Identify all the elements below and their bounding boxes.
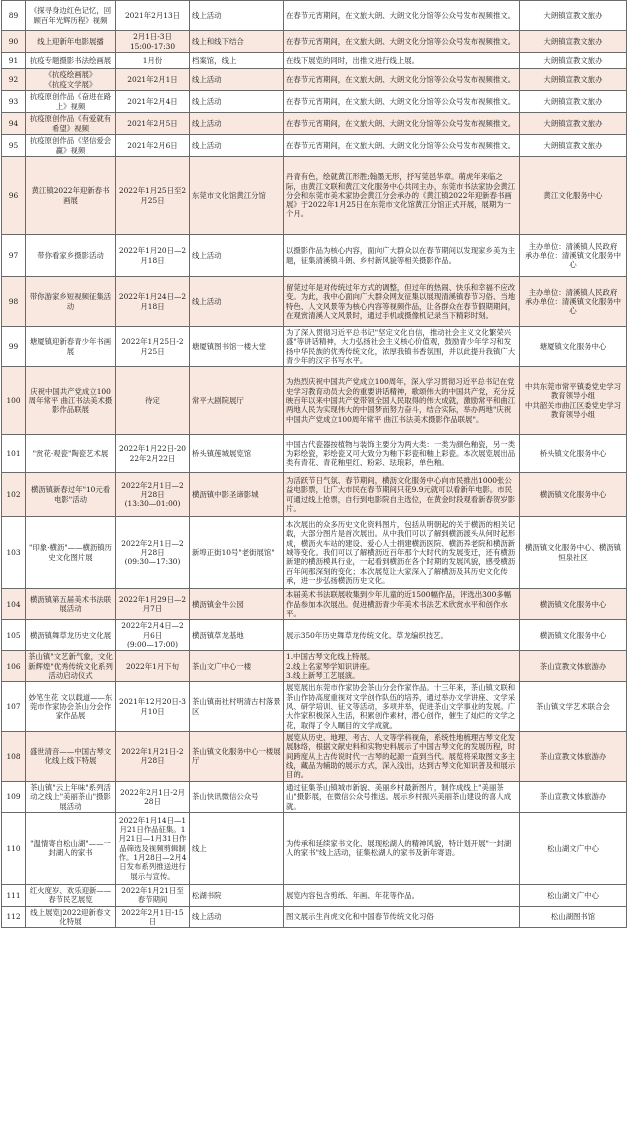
activity-title: 茶山镇"文艺新气象，文化新辉煌"优秀传统文化系列活动启动仪式 (26, 651, 116, 682)
activity-content: 图文展示生肖虎文化和中国春节传统文化习俗 (284, 906, 520, 928)
activity-content: 以摄影作品为核心内容，面向广大群众以在春节期间以发现家乡美为主题，征集清溪镇斗朗、乡村新风貌等相关摄影作品。 (284, 235, 520, 277)
row-number: 98 (2, 277, 26, 327)
activity-organizer: 大朗镇宣教文旅办 (520, 1, 627, 31)
row-number: 91 (2, 53, 26, 69)
activity-time: 2021年2月4日 (116, 91, 190, 113)
activity-content: 在线下展览的同时，出推文进行线上展。 (284, 53, 520, 69)
activity-title: "赏花·观瓷"陶瓷艺术展 (26, 435, 116, 473)
activity-organizer: 大朗镇宣教文旅办 (520, 135, 627, 157)
activity-place: 线上活动 (190, 91, 284, 113)
table-row (2, 731, 627, 781)
activity-organizer: 茶山宣教文体旅游办 (520, 651, 627, 682)
activity-title: 《抗疫绘画展》 《抗疫文学展》 (26, 69, 116, 91)
activity-time: 2022年1月25日至2月25日 (116, 157, 190, 235)
activity-place: 线上活动 (190, 69, 284, 91)
table-row (2, 53, 627, 69)
table-row (2, 517, 627, 589)
activity-place: 桥头镇莲城展览馆 (190, 435, 284, 473)
activity-content: 展览内容包含剪纸、年画、年花等作品。 (284, 884, 520, 906)
activity-place: 常平大剧院展厅 (190, 367, 284, 435)
row-number: 92 (2, 69, 26, 91)
activity-time: 2022年2月1日—2月28日 (13:30—01:00) (116, 473, 190, 517)
activity-title: 抗疫原创作品《奋进在路上》视频 (26, 91, 116, 113)
activity-title: 横沥镇新春过年"10元看电影"活动 (26, 473, 116, 517)
activity-place: 线上活动 (190, 277, 284, 327)
activity-organizer: 松山湖文广中心 (520, 812, 627, 884)
activity-time: 2021年2月5日 (116, 113, 190, 135)
activity-time: 2月1日-3日 15:00-17:30 (116, 31, 190, 53)
row-number: 93 (2, 91, 26, 113)
row-number: 103 (2, 517, 26, 589)
activity-content: 在春节元宵期间，在文旅大朗、大朗文化分馆等公众号发布视频推文。 (284, 31, 520, 53)
activity-title: 抗疫原创作品《有爱就有希望》视频 (26, 113, 116, 135)
activity-title: 抗疫专题摄影书法绘画展 (26, 53, 116, 69)
table-row (2, 69, 627, 91)
table-row (2, 157, 627, 235)
activity-place: 线上活动 (190, 1, 284, 31)
activity-content: 1.中国古琴文化线上特展。 2.线上名家琴学知识讲座。 3.线上新琴工艺展演。 (284, 651, 520, 682)
activity-organizer: 横沥镇文化服务中心、横沥镇恒泉社区 (520, 517, 627, 589)
activity-time: 2021年2月6日 (116, 135, 190, 157)
activity-time: 2022年2月1日-2月28日 (116, 781, 190, 812)
activity-content: 在春节元宵期间，在文旅大朗、大朗文化分馆等公众号发布视频推文。 (284, 113, 520, 135)
row-number: 94 (2, 113, 26, 135)
activity-place: 线上 (190, 812, 284, 884)
row-number: 95 (2, 135, 26, 157)
activity-place: 新埠正街10号"老街展馆" (190, 517, 284, 589)
row-number: 112 (2, 906, 26, 928)
activity-title: 抗疫原创作品《坚信爱会赢》视频 (26, 135, 116, 157)
activity-organizer: 塘厦镇文化服务中心 (520, 327, 627, 367)
activity-time: 2022年1月25日-2月25日 (116, 327, 190, 367)
activity-place: 线上活动 (190, 135, 284, 157)
table-row (2, 589, 627, 620)
activity-content: 在春节元宵期间，在文旅大朗、大朗文化分馆等公众号发布视频推文。 (284, 91, 520, 113)
activity-content: 为活跃节日气氛、春节期间，横沥文化服务中心向市民推出1000张公益电影票，让广大市民在春节期间只花9.9元就可以看新年电影。市民可通过线上抢票，自行到电影院自主选位，在黄金时段观看新春贺岁影片。 (284, 473, 520, 517)
activity-time: 2022年1月下旬 (116, 651, 190, 682)
row-number: 106 (2, 651, 26, 682)
activity-organizer: 主办单位：清溪镇人民政府 承办单位：清溪镇文化服务中心 (520, 277, 627, 327)
activity-organizer: 茶山宣教文体旅游办 (520, 781, 627, 812)
activity-content: 为了深入贯彻习近平总书记"坚定文化自信，推动社会主义文化繁荣兴盛"等讲话精神，大力弘扬社会主义核心价值观，鼓励青少年学习和发扬中华民族的优秀传统文化，浓厚我镇书香氛围，并以此提升我镇广大青少年的汉字书写水平。 (284, 327, 520, 367)
activity-organizer: 横沥镇文化服务中心 (520, 589, 627, 620)
activity-content: 留莞过年是对传统过年方式的调整，但过年的热闹、快乐和幸福不应改变。为此，我中心面向广大群众网友征集以展现清溪镇春节习俗、当地特色、人文风景等为核心内容等视频作品，让各群众在春节假期期间，在观赏清溪人文风景时，通过手机或摄像机记录当下精彩时刻。 (284, 277, 520, 327)
activity-title: 庆祝中国共产党成立100周年常平 曲江书法美术摄影作品联展 (26, 367, 116, 435)
activity-time: 2022年1月21日-2月28日 (116, 731, 190, 781)
activity-place: 茶山镇文化服务中心一楼展厅 (190, 731, 284, 781)
activity-place: 横沥镇中影圣谛影城 (190, 473, 284, 517)
activity-content: 本次展出的众多历史文化资料图片，包括从明朝起的关于横沥的相关记载，大部分图片是首次展出。从中我们可以了解到横沥渡头从何时起形成，横沥火车站的建设、爱心人士捐建横沥医院、横沥养老院和横沥新城等变化。我们可以了解横沥近百年那个大时代的发展变迁，还有横沥新建的横沥模具行业，一起看到横沥在各个时期的发展风貌，感受横沥百年间那深刻的变化；本次展览让大家深入了解横沥及其历史文化传承，进一步弘扬横沥历史文化。 (284, 517, 520, 589)
activity-place: 东莞市文化馆黄江分馆 (190, 157, 284, 235)
activity-content: 本届美术书法联展收集到少年儿童的近1500幅作品，评选出300多幅作品参加本次展出。促进横沥青少年美术书法艺术欣赏水平和创作水平。 (284, 589, 520, 620)
table-row (2, 235, 627, 277)
activity-title: 妙笔生花 文以载道——东莞市作家协会茶山分会作家作品展 (26, 682, 116, 732)
row-number: 99 (2, 327, 26, 367)
activity-content: 展览展出东莞市作家协会茶山分会作家作品。十三年来，茶山镇文联和茶山作协高度重视对文学创作队伍的培养，通过举办文学讲座、文学采风、研学培训、征文等活动，多项并举，促进茶山文学事业的发展。广大作家积极深入生活，积累创作素材，潜心创作，催生了灿烂的文学之花，取得了令人瞩目的文学成就。 (284, 682, 520, 732)
table-row (2, 435, 627, 473)
activity-content: 在春节元宵期间，在文旅大朗、大朗文化分馆等公众号发布视频推文。 (284, 69, 520, 91)
row-number: 104 (2, 589, 26, 620)
table-row (2, 367, 627, 435)
row-number: 101 (2, 435, 26, 473)
activity-organizer: 横沥镇文化服务中心 (520, 473, 627, 517)
table-row (2, 327, 627, 367)
row-number: 96 (2, 157, 26, 235)
activity-organizer: 大朗镇宣教文旅办 (520, 53, 627, 69)
activity-content: 在春节元宵期间，在文旅大朗、大朗文化分馆等公众号发布视频推文。 (284, 135, 520, 157)
activity-content: 通过征集茶山镇城市新貌、美丽乡村最新图片，制作成线上"美丽茶山"摄影展，在微信公众号推送。展示乡村振兴美丽茶山建设的喜人成就。 (284, 781, 520, 812)
activity-organizer: 主办单位：清溪镇人民政府 承办单位：清溪镇文化服务中心 (520, 235, 627, 277)
activity-time: 2021年2月13日 (116, 1, 190, 31)
activity-title: 红火度岁、欢乐迎新——春节民艺展览 (26, 884, 116, 906)
activity-organizer: 横沥镇文化服务中心 (520, 620, 627, 651)
table-row (2, 812, 627, 884)
activity-content: 为热烈庆祝中国共产党成立100周年，深入学习贯彻习近平总书记在党史学习教育动员大会的重要讲话精神，歌颂伟大的中国共产党，充分反映百年以来中国共产党带领全国人民取得的伟大成就，激励常平和曲江两地人民为实现伟大的中国梦而努力奋斗，结合实际，举办两地"庆祝中国共产党成立100周年常平 曲江书法美术摄影作品联展"。 (284, 367, 520, 435)
activity-organizer: 松山湖文广中心 (520, 884, 627, 906)
activity-content: 展示350年历史舞草龙传统文化。草龙编织技艺。 (284, 620, 520, 651)
activity-time: 2022年1月24日—2月18日 (116, 277, 190, 327)
activity-title: 黄江镇2022年迎新春书画展 (26, 157, 116, 235)
activity-title: "印象·横沥"——横沥镇历史文化图片展 (26, 517, 116, 589)
table-row (2, 113, 627, 135)
row-number: 90 (2, 31, 26, 53)
row-number: 110 (2, 812, 26, 884)
table-row (2, 682, 627, 732)
row-number: 111 (2, 884, 26, 906)
activity-time: 2021年12月20日-3月10日 (116, 682, 190, 732)
table-row (2, 651, 627, 682)
activity-organizer: 松山湖图书馆 (520, 906, 627, 928)
activity-table-body (2, 1, 627, 928)
activity-place: 线上活动 (190, 235, 284, 277)
activity-place: 松湖书院 (190, 884, 284, 906)
row-number: 108 (2, 731, 26, 781)
activity-time: 2022年2月1日—2月28日 (09:30—17:30) (116, 517, 190, 589)
activity-content: 中国古代瓷器按植物与装饰主要分为两大类：一类为颜色釉瓷，另一类为彩绘瓷，彩绘瓷又可大致分为釉下彩瓷和釉上彩瓷。本次展览展出品类有青花、青花釉里红、粉彩、珐琅彩，单色釉。 (284, 435, 520, 473)
activity-place: 茶山镇南社村明清古村落景区 (190, 682, 284, 732)
activity-time: 1月份 (116, 53, 190, 69)
row-number: 100 (2, 367, 26, 435)
table-row (2, 781, 627, 812)
activity-place: 线上活动 (190, 113, 284, 135)
activity-organizer: 黄江文化服务中心 (520, 157, 627, 235)
row-number: 105 (2, 620, 26, 651)
activity-organizer: 茶山镇文学艺术联合会 (520, 682, 627, 732)
activity-place: 塘厦镇图书馆一楼大堂 (190, 327, 284, 367)
activity-title: 茶山镇"云上年味"系列活动之线上"美丽茶山"摄影展活动 (26, 781, 116, 812)
table-row (2, 620, 627, 651)
activity-time: 2022年2月4日—2月6日 (9:00—17:00) (116, 620, 190, 651)
activity-time: 待定 (116, 367, 190, 435)
activity-content: 在春节元宵期间，在文旅大朗、大朗文化分馆等公众号发布视频推文。 (284, 1, 520, 31)
activity-title: 盛世清音——中国古琴文化线上线下特展 (26, 731, 116, 781)
activity-place: 横沥镇草龙基地 (190, 620, 284, 651)
row-number: 102 (2, 473, 26, 517)
activity-place: 档案馆，线上 (190, 53, 284, 69)
activity-time: 2022年1月20日—2月18日 (116, 235, 190, 277)
table-row (2, 31, 627, 53)
activity-organizer: 大朗镇宣教文旅办 (520, 113, 627, 135)
row-number: 97 (2, 235, 26, 277)
activity-place: 线上活动 (190, 906, 284, 928)
activity-title: 带你看家乡摄影活动 (26, 235, 116, 277)
activity-time: 2022年2月1日-15日 (116, 906, 190, 928)
activity-organizer: 大朗镇宣教文旅办 (520, 69, 627, 91)
activity-title: "温情寄自松山湖"——一封湖人的家书 (26, 812, 116, 884)
row-number: 89 (2, 1, 26, 31)
table-row (2, 884, 627, 906)
activity-time: 2022年1月29日—2月7日 (116, 589, 190, 620)
row-number: 109 (2, 781, 26, 812)
activity-place: 茶山快讯微信公众号 (190, 781, 284, 812)
activity-content: 丹青有色，绘就黄江形胜;翰墨无形，抒写莞邑华章。萌虎年来临之际，由黄江文联和黄江文化服务中心共同主办，东莞市书法家协会黄江分会和东莞市美术家协会黄江分会承办的《黄江镇2022年迎新春书画展》于2022年1月25日在东莞市文化馆黄江分馆正式开展，展期为一个月。 (284, 157, 520, 235)
activity-organizer: 中共东莞市常平镇委党史学习教育领导小组 中共韶关市曲江区委党史学习教育领导小组 (520, 367, 627, 435)
table-row (2, 277, 627, 327)
activity-organizer: 桥头镇文化服务中心 (520, 435, 627, 473)
row-number: 107 (2, 682, 26, 732)
activity-place: 横沥镇金牛公园 (190, 589, 284, 620)
activity-time: 2022年1月14日—1月21日作品征集。1月21日—1月31日作品筛选及视频剪辑制作。1月28日—2月4日发布系列推送进行展示与宣传。 (116, 812, 190, 884)
table-row (2, 473, 627, 517)
activity-title: 《探寻身边红色记忆，回顾百年光辉历程》视频 (26, 1, 116, 31)
activity-title: 线上展览|2022迎新春文化特展 (26, 906, 116, 928)
table-row (2, 1, 627, 31)
activity-organizer: 茶山宣教文体旅游办 (520, 731, 627, 781)
activity-content: 展览从历史、地理、考古、人文等学科视角，系统性地梳理古琴文化发展脉络，根据文献史料和实物史料展示了中国古琴文化的发展历程，时间跨度从上古传说时代一古琴的起源一直到当代。展览将采取图文多主线，藏品为辅助的展示方式，深入浅出，达到古琴文化知识普及和展示目的。 (284, 731, 520, 781)
activity-time: 2022年1月22日-2022年2月22日 (116, 435, 190, 473)
activity-table (1, 0, 627, 928)
activity-title: 线上迎新年电影展播 (26, 31, 116, 53)
activity-title: 横沥镇第五届美术书法联展活动 (26, 589, 116, 620)
activity-title: 带你游家乡短视频征集活动 (26, 277, 116, 327)
activity-time: 2021年2月1日 (116, 69, 190, 91)
activity-organizer: 大朗镇宣教文旅办 (520, 91, 627, 113)
table-row (2, 135, 627, 157)
activity-organizer: 大朗镇宣教文旅办 (520, 31, 627, 53)
activity-place: 线上和线下结合 (190, 31, 284, 53)
activity-title: 塘厦镇迎新春青少年书画展 (26, 327, 116, 367)
activity-time: 2022年1月21日至春节期间 (116, 884, 190, 906)
table-row (2, 91, 627, 113)
activity-place: 茶山文广中心一楼 (190, 651, 284, 682)
activity-content: 为传承和延续家书文化、展现松湖人的精神风貌，特计划开展"一封湖人的家书"线上活动，征集松湖人的家书及新年寄语。 (284, 812, 520, 884)
activity-title: 横沥镇舞草龙历史文化展 (26, 620, 116, 651)
table-row (2, 906, 627, 928)
